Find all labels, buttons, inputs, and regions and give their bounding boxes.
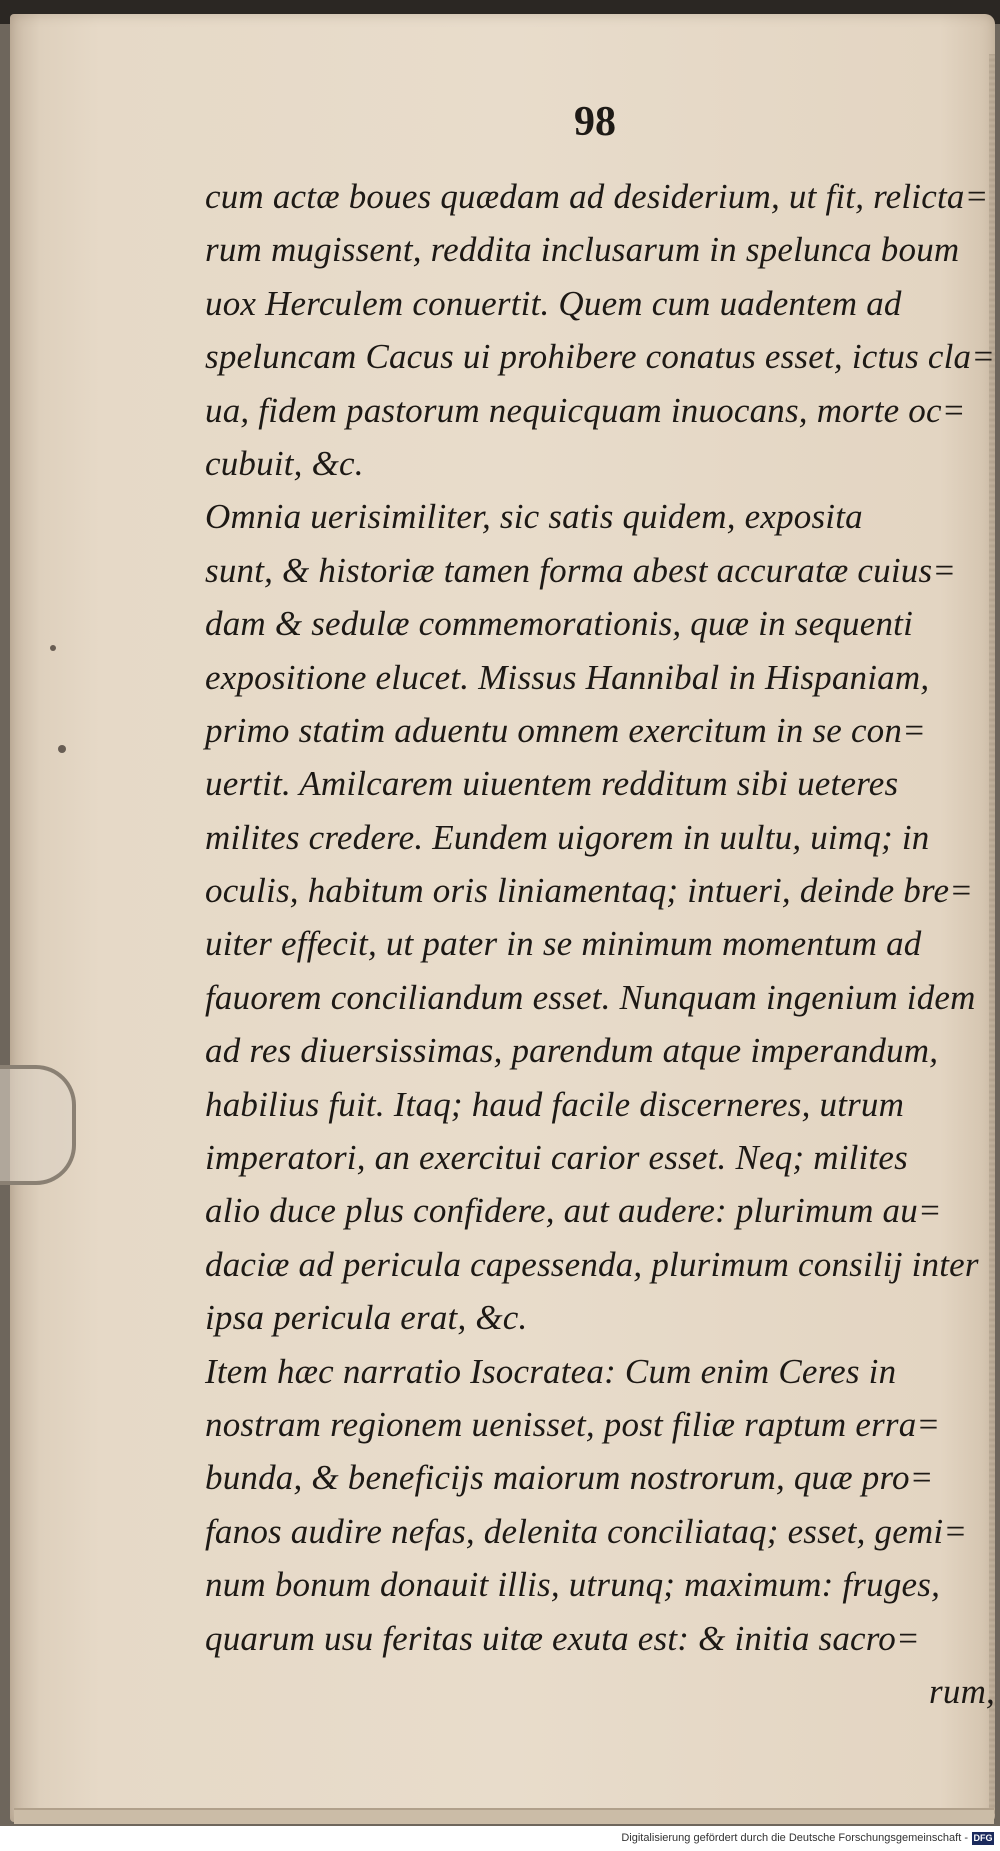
text-line: rum mugissent, reddita inclusarum in spelunca boum — [205, 230, 960, 270]
page-text — [205, 170, 995, 1718]
dfg-logo: DFG — [973, 1833, 993, 1843]
ink-spot — [50, 645, 56, 651]
text-line: fanos audire nefas, delenita conciliataq; esset, gemi= — [205, 1511, 968, 1551]
text-line: bunda, & beneficijs maiorum nostrorum, quæ pro= — [205, 1458, 934, 1498]
text-line: cubuit, &c. — [205, 443, 364, 483]
text-line: speluncam Cacus ui prohibere conatus esset, ictus cla= — [205, 337, 996, 377]
page-bottom-edge — [14, 1808, 994, 1824]
text-line: ad res diuersissimas, parendum atque imperandum, — [205, 1031, 939, 1071]
text-line: uiter effecit, ut pater in se minimum momentum ad — [205, 924, 922, 964]
text-line: habilius fuit. Itaq; haud facile discerneres, utrum — [205, 1084, 905, 1124]
digitization-credit: Digitalisierung gefördert durch die Deutsche Forschungsgemeinschaft - — [621, 1832, 968, 1844]
text-line: sunt, & historiæ tamen forma abest accuratæ cuius= — [205, 550, 957, 590]
text-line: expositione elucet. Missus Hannibal in Hispaniam, — [205, 657, 930, 697]
text-line: uox Herculem conuertit. Quem cum uadentem ad — [205, 283, 902, 323]
text-line: dam & sedulæ commemorationis, quæ in sequenti — [205, 604, 913, 644]
text-line: rum, — [929, 1671, 995, 1711]
ink-spot — [58, 745, 66, 753]
text-line: fauorem conciliandum esset. Nunquam ingenium idem — [205, 977, 976, 1017]
text-line: milites credere. Eundem uigorem in uultu, uimq; in — [205, 817, 930, 857]
text-line: Item hæc narratio Isocratea: Cum enim Ceres in — [205, 1351, 897, 1391]
text-line: daciæ ad pericula capessenda, plurimum consilij inter — [205, 1244, 979, 1284]
text-line: imperatori, an exercitui carior esset. Neq; milites — [205, 1138, 908, 1178]
text-line: quarum usu feritas uitæ exuta est: & initia sacro= — [205, 1618, 920, 1658]
footer-bar — [0, 1826, 1000, 1851]
text-line: ua, fidem pastorum nequicquam inuocans, morte oc= — [205, 390, 966, 430]
text-line: alio duce plus confidere, aut audere: plurimum au= — [205, 1191, 942, 1231]
text-line: ipsa pericula erat, &c. — [205, 1298, 528, 1338]
text-line: Omnia uerisimiliter, sic satis quidem, exposita — [205, 497, 863, 537]
clip-tab — [0, 1065, 76, 1185]
text-line: oculis, habitum oris liniamentaq; intueri, deinde bre= — [205, 871, 974, 911]
text-line: primo statim aduentu omnem exercitum in se con= — [205, 710, 926, 750]
text-line: cum actæ boues quædam ad desiderium, ut fit, relicta= — [205, 177, 989, 216]
page-number: 98 — [574, 99, 616, 145]
text-line: num bonum donauit illis, utrunq; maximum: fruges, — [205, 1565, 941, 1605]
text-line: nostram regionem uenisset, post filiæ raptum erra= — [205, 1404, 941, 1444]
text-line: uertit. Amilcarem uiuentem redditum sibi ueteres — [205, 764, 899, 804]
